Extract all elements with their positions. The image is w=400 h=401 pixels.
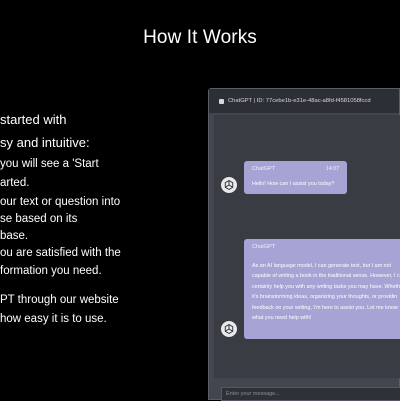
- step-line: arted.: [0, 177, 30, 189]
- openai-logo-icon: [221, 321, 237, 337]
- page-title: How It Works: [143, 27, 257, 48]
- step-line: ou are satisfied with the: [0, 247, 121, 259]
- step-line: sy and intuitive:: [0, 135, 90, 150]
- chat-message-bubble: [244, 239, 400, 339]
- openai-logo-icon: [221, 177, 237, 193]
- chat-header: [209, 89, 399, 113]
- step-line: you will see a 'Start: [0, 158, 99, 170]
- step-line: started with: [0, 112, 67, 127]
- step-line: our text or question into: [0, 196, 121, 208]
- chat-message-bubble: [244, 161, 347, 194]
- step-line: how easy it is to use.: [0, 313, 107, 325]
- message-text: As an AI language model, I can generate text, but I am not capable of writing a book in the traditional sense. However, I c certainly help you with any writing tasks you may have. Wheth it's brainstorming ideas, organizing your thoughts, or providin feedback on your writing, I'm here to assist you. Let me know what you need help with!: [252, 263, 400, 322]
- chat-message-area[interactable]: [214, 115, 400, 378]
- how-it-works-steps: [0, 0, 200, 400]
- message-input[interactable]: [221, 387, 400, 401]
- message-time: 14:07: [326, 166, 339, 172]
- message-sender: ChatGPT: [252, 244, 276, 250]
- chat-icon: [219, 99, 224, 104]
- chat-header-text: ChatGPT | ID: 77cebe1b-e31e-48ac-a8fd-f4581058fccd: [228, 98, 371, 104]
- step-line: base.: [0, 230, 29, 242]
- chat-window-screenshot: [208, 88, 400, 400]
- message-text: Hello! How can I assist you today?: [252, 181, 335, 187]
- message-sender: ChatGPT: [252, 166, 276, 172]
- step-line: se based on its: [0, 213, 78, 225]
- step-line: formation you need.: [0, 265, 102, 277]
- step-line: PT through our website: [0, 294, 119, 306]
